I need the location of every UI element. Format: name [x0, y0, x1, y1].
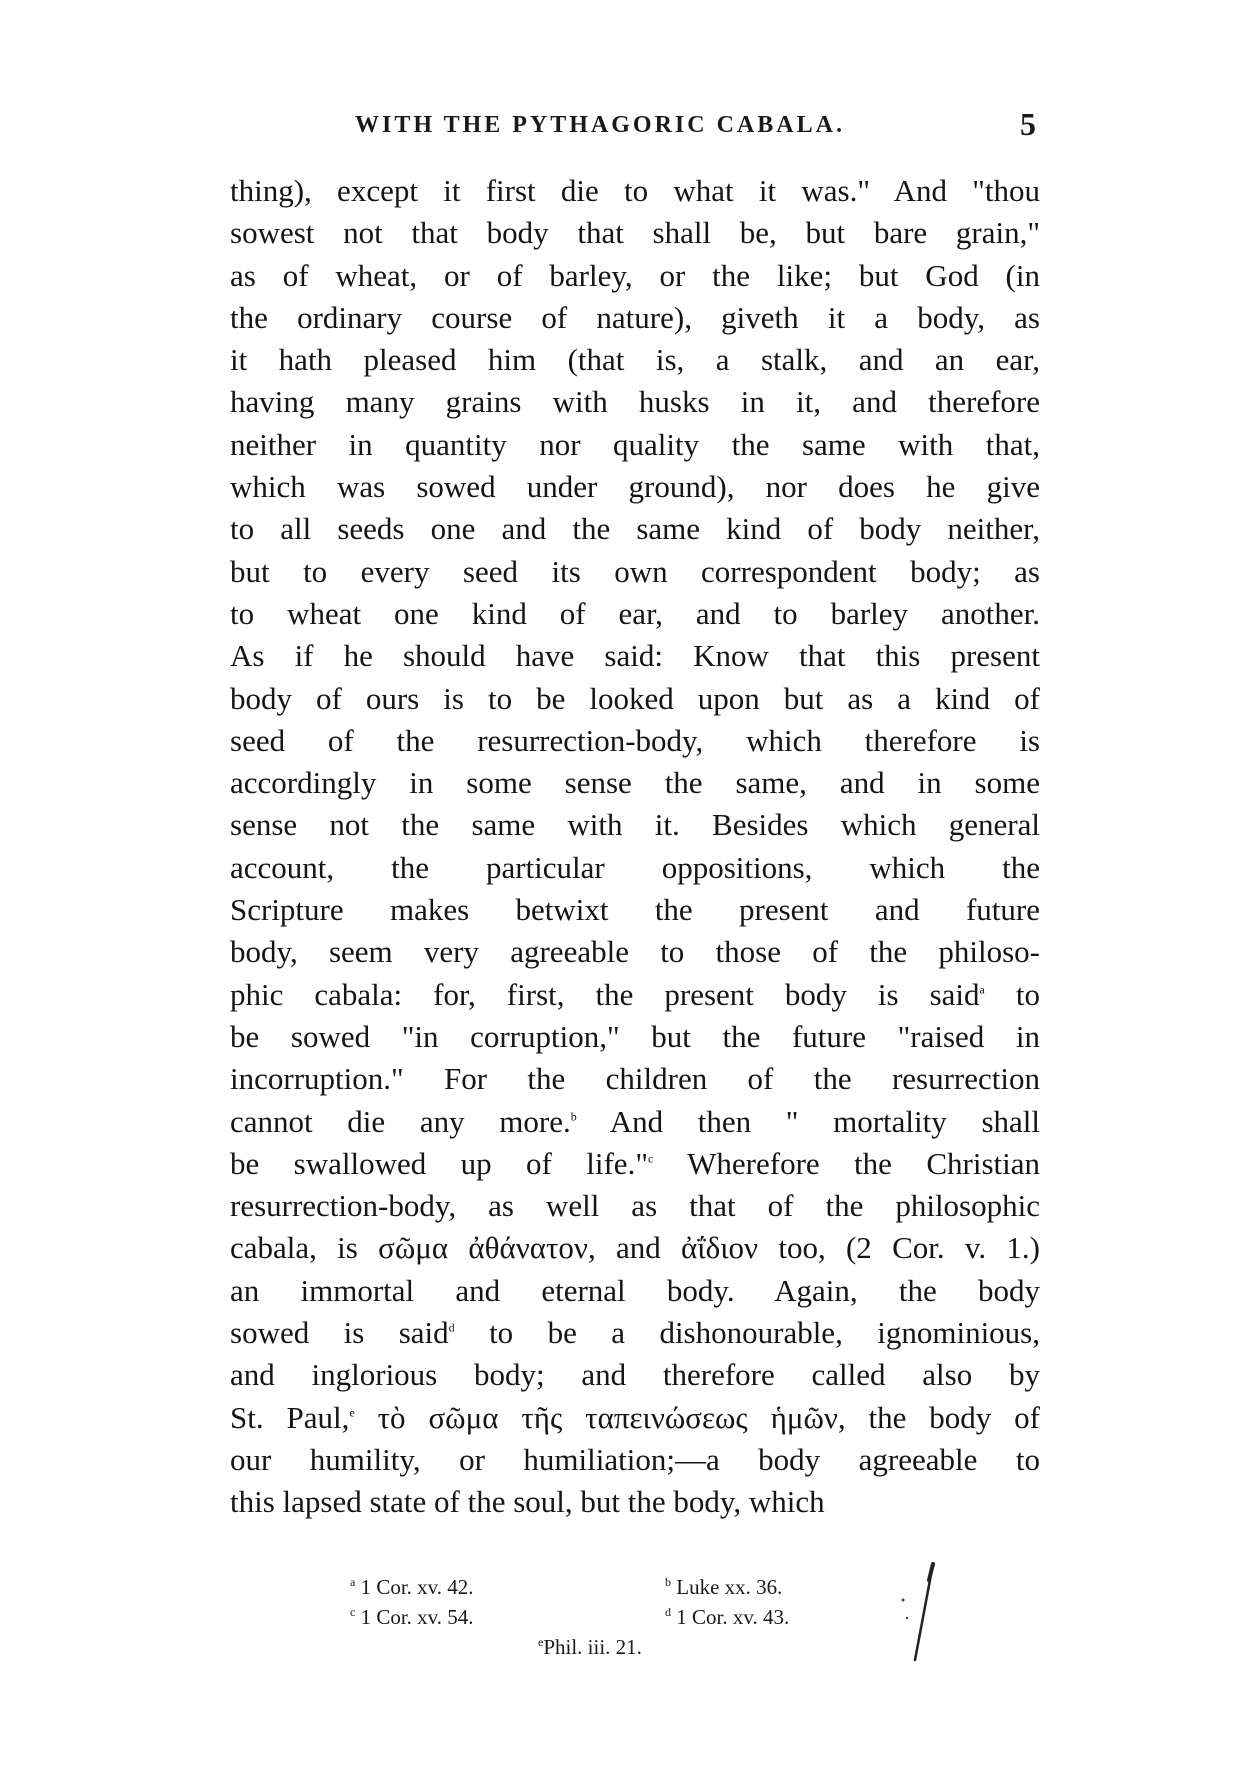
text-line: [230, 1101, 1040, 1143]
text-line: body, seem very agreeable to those of the philoso-: [230, 934, 1040, 970]
text-line: our humility, or humiliation;—a body agreeable to: [230, 1441, 1040, 1477]
running-title: WITH THE PYTHAGORIC CABALA.: [355, 112, 845, 138]
footnote-row: [350, 1602, 910, 1632]
text-segment: cannot die any more.: [230, 1103, 571, 1139]
footnote-d-marker: d: [665, 1605, 671, 1619]
text-line: As if he should have said: Know that this present: [230, 638, 1040, 674]
footnote-marker-b: b: [570, 1109, 577, 1124]
footnote-marker-d: d: [448, 1320, 455, 1335]
footnote-e: [538, 1632, 642, 1662]
text-line: having many grains with husks in it, and therefore: [230, 384, 1040, 420]
text-line: incorruption." For the children of the resurrection: [230, 1061, 1040, 1097]
footnote-marker-e: e: [349, 1405, 355, 1420]
footnote-c-marker: c: [350, 1605, 356, 1619]
footnote-a-text: 1 Cor. xv. 42.: [360, 1575, 474, 1599]
pen-mark-icon: [895, 1560, 945, 1670]
text-line: but to every seed its own correspondent body; as: [230, 553, 1040, 589]
footnote-b-text: Luke xx. 36.: [676, 1575, 783, 1599]
page-number: 5: [1020, 106, 1036, 142]
text-line: the ordinary course of nature), giveth it a body, as: [230, 299, 1040, 335]
footnotes: [350, 1572, 910, 1662]
text-segment: phic cabala: for, first, the present body is said: [230, 976, 980, 1012]
footnote-a-marker: a: [350, 1575, 356, 1589]
footnote-c-text: 1 Cor. xv. 54.: [360, 1605, 474, 1629]
footnote-d: [665, 1602, 789, 1632]
text-line: to all seeds one and the same kind of body neither,: [230, 511, 1040, 547]
footnote-e-text: Phil. iii. 21.: [543, 1635, 642, 1659]
text-line: [230, 1312, 1040, 1354]
text-line: Scripture makes betwixt the present and future: [230, 892, 1040, 928]
footnote-d-text: 1 Cor. xv. 43.: [676, 1605, 790, 1629]
text-line: and inglorious body; and therefore called also by: [230, 1357, 1040, 1393]
text-line: resurrection-body, as well as that of the philosophic: [230, 1188, 1040, 1224]
footnote-b: [665, 1572, 782, 1602]
footnote-b-marker: b: [665, 1575, 671, 1589]
footnote-row: [350, 1572, 910, 1602]
text-line: accordingly in some sense the same, and in some: [230, 765, 1040, 801]
text-line: to wheat one kind of ear, and to barley another.: [230, 595, 1040, 631]
text-segment: τὸ σῶμα τῆς ταπεινώσεως ἡμῶν, the body of: [354, 1399, 1040, 1435]
text-segment: Wherefore the Christian: [653, 1145, 1040, 1181]
text-segment: And then " mortality shall: [576, 1103, 1040, 1139]
text-line: sowest not that body that shall be, but bare grain,": [230, 215, 1040, 251]
footnote-a: [350, 1572, 474, 1602]
text-line: sense not the same with it. Besides which general: [230, 807, 1040, 843]
text-line: [230, 974, 1040, 1016]
footnote-marker-c: c: [647, 1151, 654, 1166]
text-segment: be swallowed up of life.": [230, 1145, 648, 1181]
text-line: this lapsed state of the soul, but the body, which: [230, 1484, 825, 1520]
text-line: it hath pleased him (that is, a stalk, and an ear,: [230, 342, 1040, 378]
footnote-c: [350, 1602, 474, 1632]
footnote-row: [350, 1632, 910, 1662]
text-segment: to be a dishonourable, ignominious,: [454, 1315, 1040, 1351]
text-line: an immortal and eternal body. Again, the body: [230, 1272, 1040, 1308]
text-line: be sowed "in corruption," but the future "raised in: [230, 1018, 1040, 1054]
text-segment: sowed is said: [230, 1315, 449, 1351]
footnote-marker-a: a: [979, 982, 985, 997]
text-line: neither in quantity nor quality the same with that,: [230, 426, 1040, 462]
text-line: [230, 1397, 1040, 1439]
main-text: [230, 170, 1040, 1524]
text-line: as of wheat, or of barley, or the like; but God (in: [230, 257, 1040, 293]
text-line: body of ours is to be looked upon but as a kind of: [230, 680, 1040, 716]
text-segment: St. Paul,: [230, 1399, 350, 1435]
text-segment: to: [984, 976, 1040, 1012]
text-line: thing), except it first die to what it was." And "thou: [230, 173, 1040, 208]
footnote-e-marker: e: [538, 1635, 544, 1649]
text-line: cabala, is σῶμα ἀθάνατον, and ἀΐδιον too, (2 Cor. v. 1.): [230, 1230, 1040, 1266]
text-line: seed of the resurrection-body, which therefore is: [230, 722, 1040, 758]
text-line: [230, 1143, 1040, 1185]
text-line: which was sowed under ground), nor does he give: [230, 469, 1040, 505]
text-line: account, the particular oppositions, which the: [230, 849, 1040, 885]
